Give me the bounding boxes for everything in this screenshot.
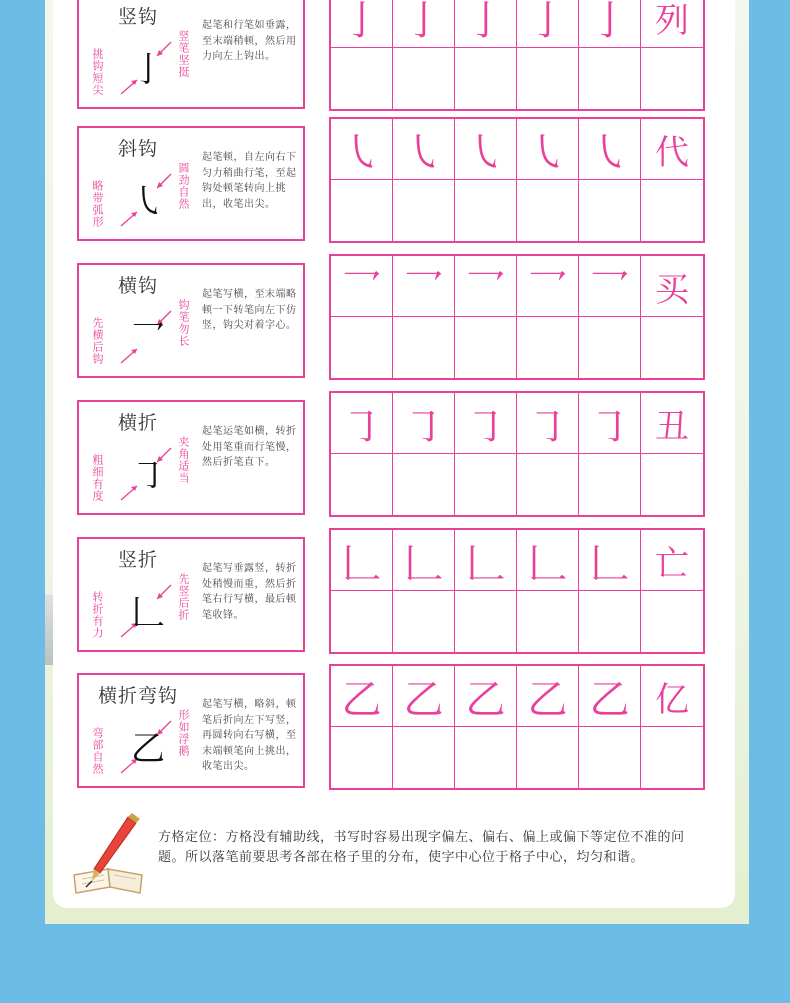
trace-stroke-cell: 乛 (393, 256, 455, 317)
stroke-demo (117, 581, 177, 641)
writing-cell[interactable] (331, 48, 393, 109)
writing-cell[interactable] (393, 591, 455, 652)
writing-cell[interactable] (455, 48, 517, 109)
stroke-description: 起笔写横，略斜，顿笔后折向左下写竖，再圆转向右写横，至末端顿笔向上挑出，收笔出尖。 (202, 699, 297, 772)
trace-stroke-cell: 𠃊 (393, 530, 455, 591)
tip-right: 竖笔坚挺 (177, 30, 190, 78)
trace-stroke-cell: ㇂ (579, 119, 641, 180)
stroke-sample: 𠃊 (131, 593, 165, 633)
stroke-name: 横钩 (117, 275, 158, 297)
stroke-sample: 乙 (131, 729, 165, 769)
trace-stroke-cell: 𠃊 (579, 530, 641, 591)
tip-right: 钩笔勿长 (177, 299, 190, 347)
stroke-description: 起笔写垂露竖，转折处稍慢而重，然后折笔右行写横，最后顿笔收锋。 (202, 563, 297, 621)
stroke-card (77, 263, 305, 378)
stroke-sample: ㇆ (131, 456, 165, 496)
trace-stroke-cell: 乛 (455, 256, 517, 317)
tip-left: 挑钩短尖 (91, 48, 104, 96)
trace-stroke-cell: 乛 (517, 256, 579, 317)
trace-stroke-cell: ㇂ (393, 119, 455, 180)
writing-cell[interactable] (331, 591, 393, 652)
trace-stroke-cell: ㇆ (331, 393, 393, 454)
stroke-name: 竖钩 (117, 6, 158, 28)
stroke-card (77, 537, 305, 652)
writing-cell[interactable] (393, 727, 455, 788)
tip-left: 粗细有度 (91, 454, 104, 502)
stroke-name: 横折弯钩 (97, 685, 178, 707)
trace-stroke-cell: 乛 (331, 256, 393, 317)
writing-cell[interactable] (641, 317, 703, 378)
tip-left: 弯部自然 (91, 727, 104, 775)
writing-cell[interactable] (517, 317, 579, 378)
tip-left: 先横后钩 (91, 317, 104, 365)
example-char-cell: 亿 (641, 666, 703, 727)
stroke-name: 斜钩 (117, 138, 158, 160)
writing-cell[interactable] (517, 180, 579, 241)
trace-stroke-cell: 亅 (579, 0, 641, 48)
positioning-note: 方格定位：方格没有辅助线，书写时容易出现字偏左、偏右、偏上或偏下等定位不准的问题。所以落笔前要思考各部在格子里的分布，使字中心位于格子中心，均匀和谐。 (158, 830, 685, 865)
writing-cell[interactable] (579, 48, 641, 109)
tip-right: 圆劲自然 (177, 162, 190, 210)
practice-grid (329, 528, 705, 654)
stroke-name: 横折 (117, 412, 158, 434)
practice-grid (329, 117, 705, 243)
trace-stroke-cell: 乙 (331, 666, 393, 727)
example-char-cell: 亡 (641, 530, 703, 591)
writing-cell[interactable] (455, 317, 517, 378)
practice-grid (329, 0, 705, 111)
stroke-demo (117, 307, 177, 367)
writing-cell[interactable] (579, 454, 641, 515)
writing-cell[interactable] (393, 317, 455, 378)
writing-cell[interactable] (331, 317, 393, 378)
tip-left: 转折有力 (91, 591, 104, 639)
trace-stroke-cell: 亅 (331, 0, 393, 48)
trace-stroke-cell: 乙 (393, 666, 455, 727)
trace-stroke-cell: 乙 (517, 666, 579, 727)
stroke-demo (117, 38, 177, 98)
trace-stroke-cell: ㇆ (517, 393, 579, 454)
stroke-card (77, 0, 305, 109)
trace-stroke-cell: ㇆ (579, 393, 641, 454)
writing-cell[interactable] (641, 727, 703, 788)
stroke-description: 起笔运笔如横，转折处用笔重而行笔慢，然后折笔直下。 (202, 426, 297, 468)
trace-stroke-cell: ㇆ (455, 393, 517, 454)
writing-cell[interactable] (517, 591, 579, 652)
writing-cell[interactable] (393, 48, 455, 109)
trace-stroke-cell: 乛 (579, 256, 641, 317)
writing-cell[interactable] (331, 180, 393, 241)
stroke-card (77, 673, 305, 788)
writing-cell[interactable] (517, 727, 579, 788)
writing-cell[interactable] (455, 180, 517, 241)
writing-cell[interactable] (331, 727, 393, 788)
writing-cell[interactable] (579, 317, 641, 378)
trace-stroke-cell: 亅 (517, 0, 579, 48)
example-char-cell: 丑 (641, 393, 703, 454)
writing-cell[interactable] (455, 727, 517, 788)
stroke-demo (117, 444, 177, 504)
trace-stroke-cell: 乙 (455, 666, 517, 727)
tip-right: 形如浮鹅 (177, 709, 190, 757)
trace-stroke-cell: 亅 (393, 0, 455, 48)
writing-cell[interactable] (517, 454, 579, 515)
stroke-sample: 乛 (131, 319, 165, 359)
practice-grid (329, 391, 705, 517)
tip-right: 夹角适当 (177, 436, 190, 484)
writing-cell[interactable] (393, 454, 455, 515)
writing-cell[interactable] (579, 591, 641, 652)
trace-stroke-cell: 亅 (455, 0, 517, 48)
trace-stroke-cell: 乙 (579, 666, 641, 727)
stroke-description: 起笔写横，至末端略顿一下转笔向左下仿竖，钩尖对着字心。 (202, 289, 297, 331)
example-char-cell: 买 (641, 256, 703, 317)
tip-left: 略带弧形 (91, 180, 104, 228)
trace-stroke-cell: 𠃊 (517, 530, 579, 591)
stroke-card (77, 126, 305, 241)
writing-cell[interactable] (641, 48, 703, 109)
writing-cell[interactable] (455, 454, 517, 515)
writing-cell[interactable] (455, 591, 517, 652)
practice-grid (329, 254, 705, 380)
stroke-demo (117, 717, 177, 777)
stroke-name: 竖折 (117, 549, 158, 571)
writing-cell[interactable] (579, 180, 641, 241)
stroke-demo (117, 170, 177, 230)
stroke-description: 起笔顿，自左向右下匀力稍曲行笔，至起钩处顿笔转向上挑出，收笔出尖。 (202, 152, 297, 210)
example-char-cell: 代 (641, 119, 703, 180)
tip-right: 先竖后折 (177, 573, 190, 621)
pen-and-book-icon (70, 813, 150, 895)
writing-cell[interactable] (393, 180, 455, 241)
trace-stroke-cell: ㇆ (393, 393, 455, 454)
stroke-sample: 亅 (131, 50, 165, 90)
trace-stroke-cell: ㇂ (517, 119, 579, 180)
writing-cell[interactable] (641, 454, 703, 515)
practice-grid (329, 664, 705, 790)
trace-stroke-cell: 𠃊 (331, 530, 393, 591)
writing-cell[interactable] (641, 180, 703, 241)
stroke-card (77, 400, 305, 515)
stroke-sample: ㇂ (131, 182, 165, 222)
writing-cell[interactable] (641, 591, 703, 652)
trace-stroke-cell: 𠃊 (455, 530, 517, 591)
trace-stroke-cell: ㇂ (331, 119, 393, 180)
trace-stroke-cell: ㇂ (455, 119, 517, 180)
writing-cell[interactable] (579, 727, 641, 788)
example-char-cell: 列 (641, 0, 703, 48)
writing-cell[interactable] (331, 454, 393, 515)
stroke-description: 起笔和行笔如垂露，至末端稍顿，然后用力向左上钩出。 (202, 20, 297, 62)
writing-cell[interactable] (517, 48, 579, 109)
